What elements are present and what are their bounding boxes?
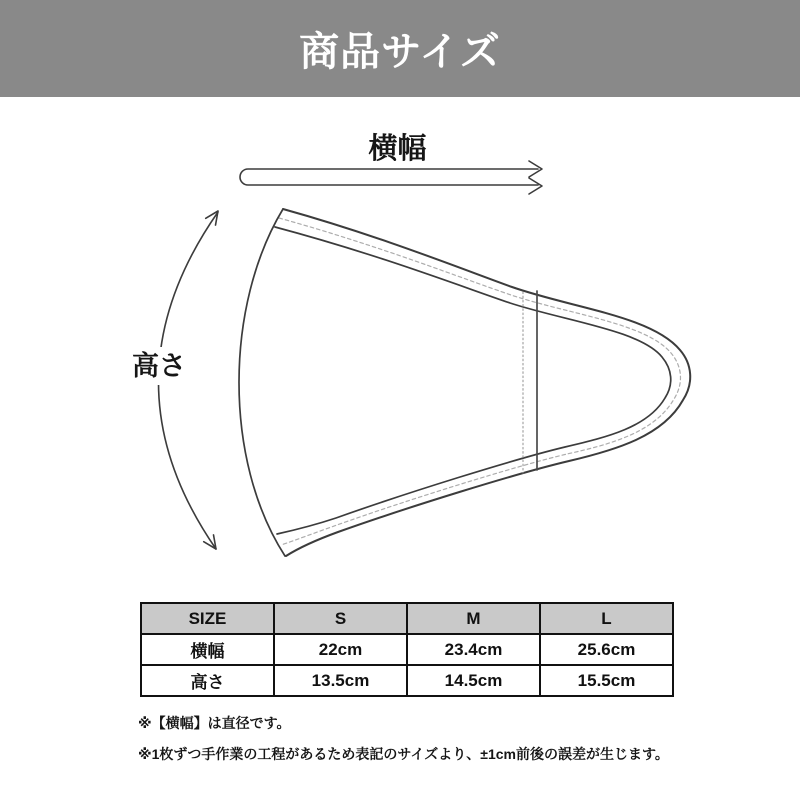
width-value-l: 25.6cm: [540, 634, 673, 665]
table-row-width: [141, 634, 673, 665]
row-label-width: 横幅: [141, 634, 274, 665]
column-header-size: SIZE: [141, 603, 274, 634]
height-value-s: 13.5cm: [274, 665, 407, 696]
width-arrowhead-bottom: [529, 178, 542, 194]
width-value-s: 22cm: [274, 634, 407, 665]
row-label-height: 高さ: [141, 665, 274, 696]
mask-left-edge-line: [239, 209, 285, 556]
note-line-diameter: ※【横幅】は直径です。: [138, 715, 291, 731]
height-arrowhead-top: [206, 211, 218, 225]
width-value-m: 23.4cm: [407, 634, 540, 665]
column-header-s: S: [274, 603, 407, 634]
note-line-tolerance: ※1枚ずつ手作業の工程があるため表記のサイズより、±1cm前後の誤差が生じます。: [138, 746, 669, 762]
table-row-height: [141, 665, 673, 696]
height-value-l: 15.5cm: [540, 665, 673, 696]
height-value-m: 14.5cm: [407, 665, 540, 696]
column-header-m: M: [407, 603, 540, 634]
width-arrow-shaft: [240, 169, 538, 185]
footnotes: [138, 713, 698, 775]
width-dimension-label: 横幅: [368, 133, 427, 165]
page-title: 商品サイズ: [299, 30, 501, 74]
size-table: [140, 602, 674, 697]
column-header-l: L: [540, 603, 673, 634]
mask-stitch-dashed-line: [279, 218, 680, 545]
mask-outer-outline: [283, 209, 690, 556]
size-table-header-row: [141, 603, 673, 634]
height-dimension-label: 高さ: [128, 347, 190, 385]
mask-drawing: [239, 209, 690, 556]
